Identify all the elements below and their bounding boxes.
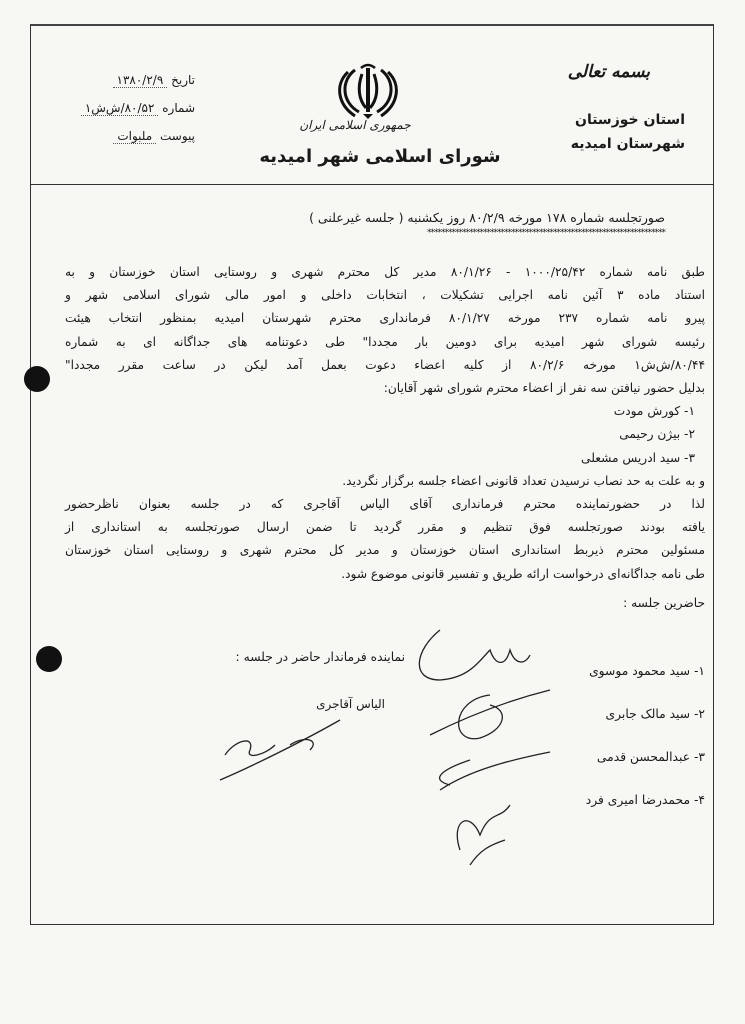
- representative-name: الیاس آقاجری: [316, 697, 385, 711]
- body-line: یافته بودند صورتجلسه فوق تنظیم و مقرر گردید تا ضمن ارسال صورتجلسه به استانداری از: [65, 520, 705, 535]
- number-field: شماره ۸۰/۵۲/ش‌ش۱: [60, 94, 195, 122]
- minutes-title: صورتجلسه شماره ۱۷۸ مورخه ۸۰/۲/۹ روز یکشنبه ( جلسه غیرعلنی ): [309, 210, 665, 225]
- province: استان خوزستان: [575, 112, 685, 128]
- attendee: ۲- سید مالک جابری: [605, 707, 705, 721]
- punch-hole: [36, 646, 62, 672]
- county: شهرستان امیدیه: [570, 136, 685, 152]
- punch-hole: [24, 366, 50, 392]
- republic-name: جمهوری اسلامی ایران: [299, 118, 411, 132]
- minutes-body: [65, 261, 705, 615]
- body-line: بدلیل حضور نیافتن سه نفر از اعضاء محترم شورای شهر آقایان:: [383, 381, 705, 396]
- attachment-value: ملبوات: [113, 129, 156, 144]
- reference-block: [60, 66, 195, 150]
- body-line: مسئولین محترم ذیربط استانداری استان خوزستان و مدیر کل محترم شهری و روستایی استان خوزستان: [65, 543, 705, 558]
- body-line: طبق نامه شماره ۱۰۰۰/۲۵/۴۲ - ۸۰/۱/۲۶ مدیر کل محترم شهری و روستایی استان خوزستان و به: [65, 265, 705, 279]
- iran-emblem-icon: [333, 62, 403, 120]
- attendee-signatures: [410, 620, 560, 880]
- attendees-list: [586, 650, 705, 822]
- attendees-label: حاضرین جلسه :: [623, 595, 705, 610]
- number-value: ۸۰/۵۲/ش‌ش۱: [81, 101, 159, 116]
- attendee: ۱- سید محمود موسوی: [589, 664, 705, 678]
- header-divider: [30, 184, 714, 185]
- absent-member: ۲- بیژن رحیمی: [619, 427, 695, 442]
- attachment-field: پیوست ملبوات: [60, 122, 195, 150]
- body-line: طی نامه جداگانه‌ای درخواست ارائه طریق و تفسیر قانونی موضوع شود.: [341, 566, 705, 581]
- attendee: ۳- عبدالمحسن قدمی: [596, 750, 705, 764]
- absent-member: ۳- سید ادریس مشعلی: [581, 450, 695, 465]
- date-field: تاریخ ۱۳۸۰/۲/۹: [60, 66, 195, 94]
- issuer-block: [571, 108, 685, 156]
- body-line: ۸۰/۴۴/ش‌ش۱ مورخه ۸۰/۲/۶ از کلیه اعضاء دعوت بعمل آمد لیکن در ساعت مقرر مجددا": [65, 357, 706, 372]
- body-line: پیرو نامه شماره ۲۳۷ مورخه ۸۰/۱/۲۷ فرمانداری محترم شهرستان امیدیه بمنظور انتخاب هیئت: [65, 311, 706, 326]
- attendee: ۴- محمدرضا امیری فرد: [585, 793, 705, 807]
- body-line: رئیسه شورای شهر امیدیه برای دومین بار مجددا" طی دعوتنامه های جداگانه ای به شماره: [65, 334, 705, 349]
- body-line: و به علت به حد نصاب نرسیدن تعداد قانونی اعضاء جلسه برگزار نگردید.: [342, 473, 705, 488]
- bismillah: بسمه تعالی: [567, 62, 650, 82]
- council-name: شورای اسلامی شهر امیدیه: [259, 146, 501, 167]
- title-underline-stars: ********************************************************************: [427, 228, 665, 238]
- body-line: لذا در حضورنماینده محترم فرمانداری آقای الیاس آقاجری که در جلسه بعنوان ناظرحضور: [65, 497, 705, 512]
- representative-label: نماینده فرماندار حاضر در جلسه :: [235, 650, 405, 664]
- absent-member: ۱- کورش مودت: [613, 404, 695, 419]
- body-line: استناد ماده ۳ آئین نامه اجرایی تشکیلات ، انتخابات داخلی و امور مالی شورای اسلامی شهر و: [65, 288, 705, 303]
- representative-signature: [215, 715, 345, 785]
- date-value: ۱۳۸۰/۲/۹: [113, 73, 168, 88]
